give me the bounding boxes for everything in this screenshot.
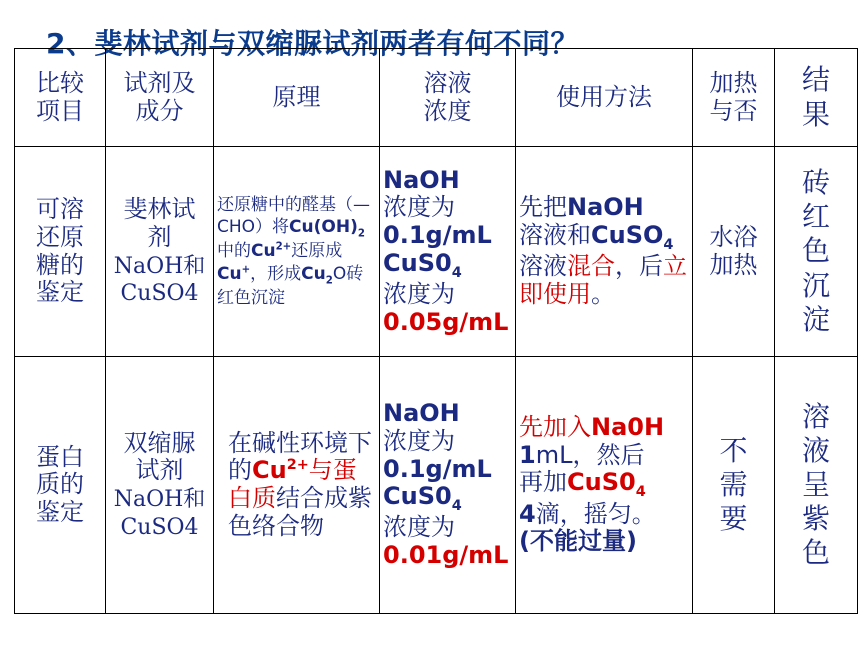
heating-cell: 水浴加热 bbox=[693, 147, 775, 357]
header-cell: 比较项目 bbox=[15, 49, 106, 147]
page-title: 2、斐林试剂与双缩脲试剂两者有何不同？ bbox=[46, 27, 579, 60]
reagent-cell: 斐林试剂 NaOH和CuSO4 bbox=[106, 147, 214, 357]
item-cell: 蛋白质的鉴定 bbox=[15, 357, 106, 614]
header-cell: 结果 bbox=[775, 49, 858, 147]
principle-cell: 在碱性环境下的$Cu^{2+}$与蛋白质结合成紫色络合物 bbox=[214, 357, 380, 614]
header-cell: 加热与否 bbox=[693, 49, 775, 147]
concentration-cell: NaOH 浓度为 0.1g/mL $CuS0_4$ 浓度为 0.05g/mL bbox=[380, 147, 516, 357]
heating-cell: 不需要 bbox=[693, 357, 775, 614]
method-cell: 先加入Na0H 1mL，然后 再加$CuS0_4$ 4滴，摇匀。 (不能过量) bbox=[516, 357, 693, 614]
comparison-table bbox=[14, 48, 858, 614]
principle-cell: 还原糖中的醛基（—CHO）将$Cu(OH)_2$中的$Cu^{2+}$还原成Cu+，形成$Cu_2O$砖红色沉淀 bbox=[214, 147, 380, 357]
header-cell: 试剂及成分 bbox=[106, 49, 214, 147]
table-row bbox=[15, 147, 858, 357]
table-row bbox=[15, 357, 858, 614]
header-cell: 使用方法 bbox=[516, 49, 693, 147]
reagent-cell: 双缩脲试剂 NaOH和CuSO4 bbox=[106, 357, 214, 614]
result-cell: 砖红色沉淀 bbox=[775, 147, 858, 357]
concentration-cell: NaOH 浓度为 0.1g/mL $CuS0_4$ 浓度为 0.01g/mL bbox=[380, 357, 516, 614]
header-row bbox=[15, 49, 858, 147]
header-cell: 溶液浓度 bbox=[380, 49, 516, 147]
item-cell: 可溶还原糖的鉴定 bbox=[15, 147, 106, 357]
method-cell: 先把NaOH 溶液和CuSO$_4$ 溶液混合，后立即使用。 bbox=[516, 147, 693, 357]
result-cell: 溶液呈紫色 bbox=[775, 357, 858, 614]
header-cell: 原理 bbox=[214, 49, 380, 147]
